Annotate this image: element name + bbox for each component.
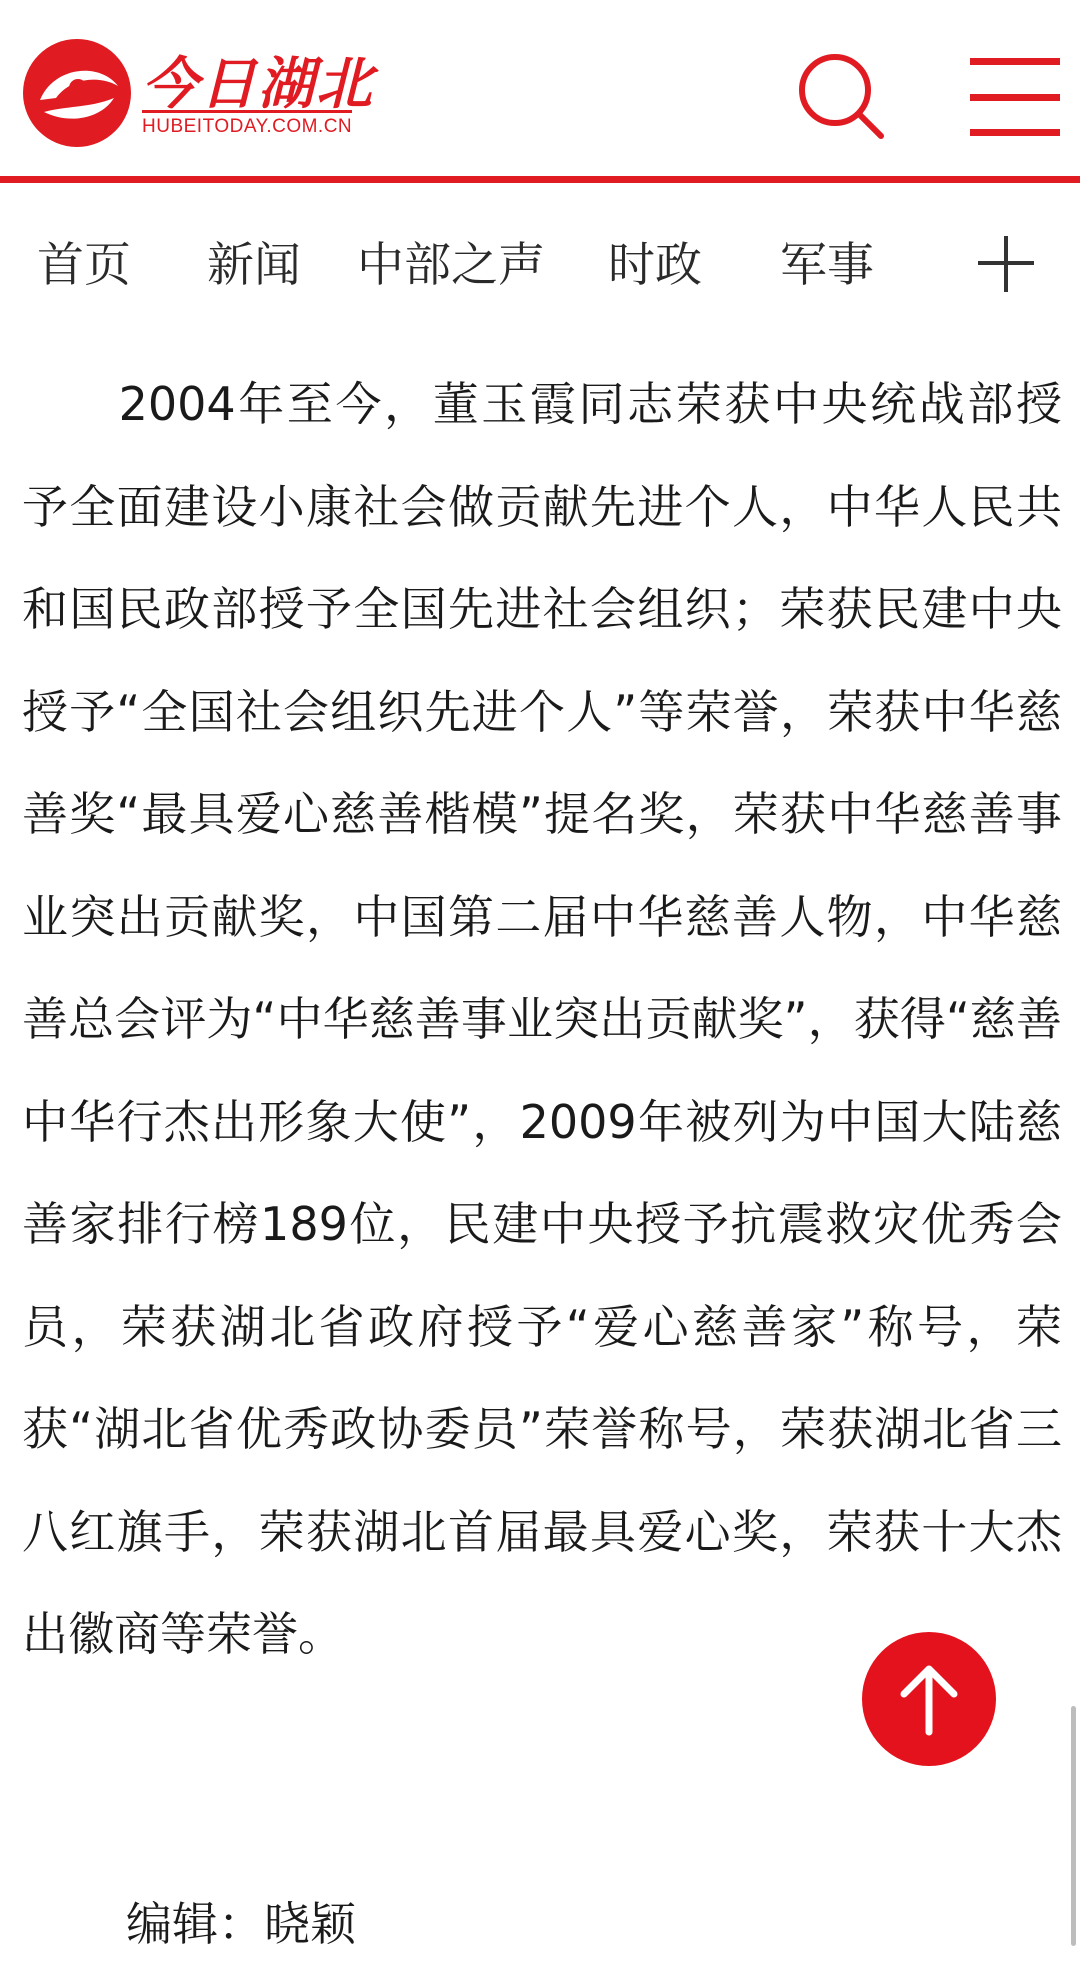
menu-button[interactable]: [970, 58, 1060, 136]
nav-item-military[interactable]: 军事: [780, 238, 874, 293]
page-scrollbar[interactable]: [1071, 1706, 1076, 1946]
menu-bar: [970, 94, 1060, 101]
menu-bar: [970, 129, 1060, 136]
search-button[interactable]: [795, 50, 890, 145]
site-logo[interactable]: [20, 30, 380, 145]
menu-bar: [970, 58, 1060, 65]
logo-subtitle: HUBEITODAY.COM.CN: [142, 110, 352, 138]
article-body: [22, 353, 1062, 1686]
article-editor: 编辑：晓颖: [126, 1897, 356, 1951]
nav-item-home[interactable]: 首页: [37, 238, 131, 293]
site-header: [0, 0, 1080, 182]
nav-more-button[interactable]: [978, 236, 1034, 292]
nav-item-central-voice[interactable]: 中部之声: [357, 238, 545, 293]
search-icon: [795, 50, 890, 145]
arrow-up-icon: [862, 1632, 996, 1766]
logo-text: 今日湖北: [142, 51, 374, 117]
header-divider: [0, 176, 1080, 183]
channel-nav: [0, 228, 1080, 298]
back-to-top-button[interactable]: [862, 1632, 996, 1766]
logo-emblem-icon: [20, 36, 134, 150]
nav-item-politics[interactable]: 时政: [608, 238, 702, 293]
article-paragraph: 2004年至今，董玉霞同志荣获中央统战部授予全面建设小康社会做贡献先进个人，中华人民共和国民政部授予全国先进社会组织；荣获民建中央授予“全国社会组织先进个人”等荣誉，荣获中华慈善奖“最具爱心慈善楷模”提名奖，荣获中华慈善事业突出贡献奖，中国第二届中华慈善人物，中华慈善总会评为“中华慈善事业突出贡献奖”，获得“慈善中华行杰出形象大使”，2009年被列为中国大陆慈善家排行榜189位，民建中央授予抗震救灾优秀会员，荣获湖北省政府授予“爱心慈善家”称号，荣获“湖北省优秀政协委员”荣誉称号，荣获湖北省三八红旗手，荣获湖北首届最具爱心奖，荣获十大杰出徽商等荣誉。: [22, 377, 1062, 1661]
nav-item-news[interactable]: 新闻: [207, 238, 301, 293]
